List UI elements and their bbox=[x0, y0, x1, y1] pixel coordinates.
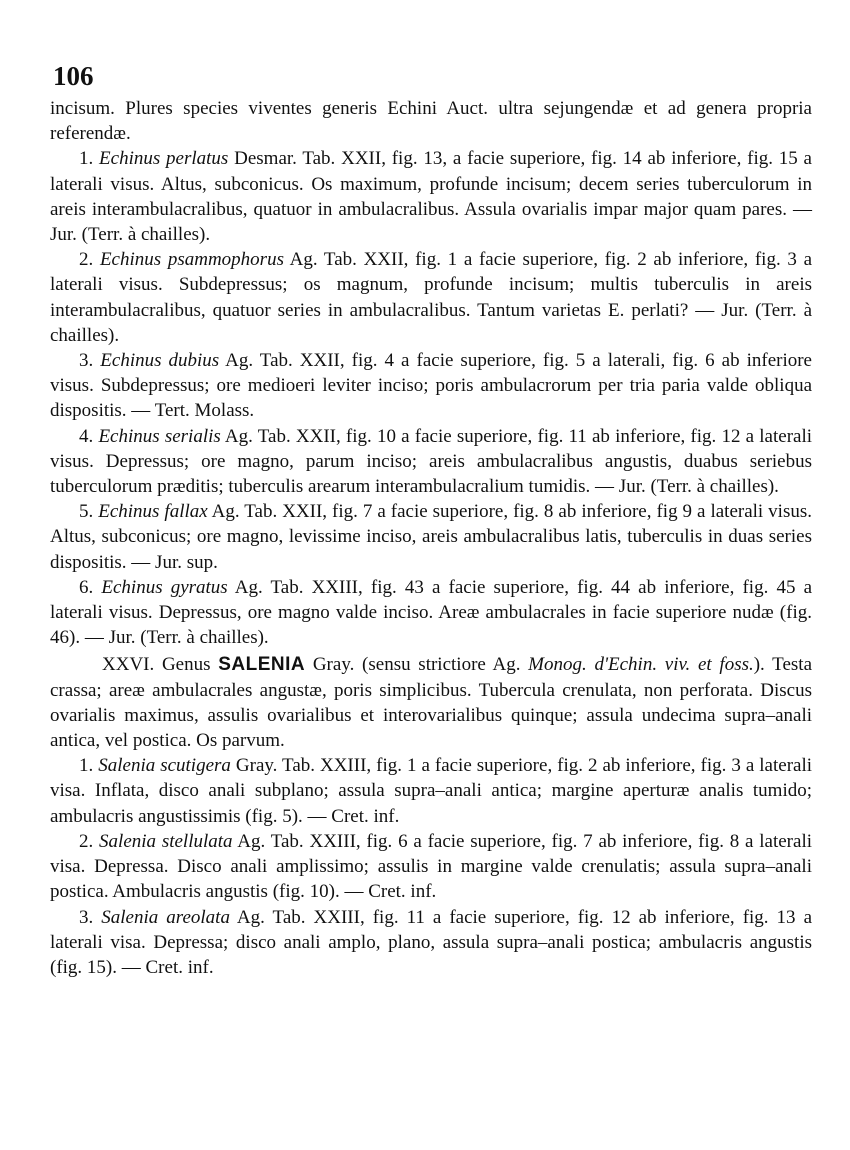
genus-close: ). bbox=[753, 654, 765, 676]
genus-author: Gray. (sensu strictiore Ag. bbox=[305, 654, 529, 676]
species-name: Salenia scutigera bbox=[98, 755, 231, 777]
entry-text: Ag. Tab. XXII, fig. 4 a facie superiore, fig. 5 a laterali, fig. 6 ab inferiore visus. Subdepressus; ore medioeri leviter inciso; poris ambulacrorum per tria paria valde obliqua dispositis. — Tert. Molass. bbox=[50, 350, 812, 422]
genus-name: SALENIA bbox=[218, 654, 306, 676]
species-entry bbox=[50, 829, 812, 905]
entry-text: Ag. Tab. XXIII, fig. 43 a facie superiore, fig. 44 ab inferiore, fig. 45 a laterali visus. Depressus, ore magno valde inciso. Areæ ambulacrales in facie superiore nudæ (fig. 46). — Jur. (Terr. à chailles). bbox=[50, 576, 812, 649]
species-name: Echinus gyratus bbox=[101, 576, 228, 598]
salenia-entries bbox=[50, 753, 812, 980]
intro-paragraph: incisum. Plures species viventes generis Echini Auct. ultra sejungendæ et ad genera propria referendæ. bbox=[50, 98, 812, 145]
species-entry bbox=[50, 753, 812, 829]
species-entry bbox=[50, 905, 812, 981]
genus-reference: Monog. d'Echin. viv. et foss. bbox=[528, 654, 754, 676]
entry-text: Ag. Tab. XXII, fig. 1 a facie superiore, fig. 2 ab inferiore, fig. 3 a laterali visus. Subdepressus; os magnum, profunde incisum; multis tuberculis in areis interambulacralibus, quatuor series in ambulacralibus. Tantum varietas E. perlati? — Jur. (Terr. à chailles). bbox=[50, 249, 812, 346]
species-entry bbox=[50, 575, 812, 651]
entry-text: Gray. Tab. XXIII, fig. 1 a facie superiore, fig. 2 ab inferiore, fig. 3 a laterali visa. Inflata, disco anali subplano; assula supra–anali antica; margine aperturæ analis tumido; ambulacris angustissimis (fig. 5). — Cret. inf. bbox=[50, 755, 813, 827]
entry-text: Ag. Tab. XXII, fig. 7 a facie superiore, fig. 8 ab inferiore, fig 9 a laterali visus. Altus, subconicus; ore magno, levissime inciso, areis ambulacralibus latis, tuberculis in duas series dispositis. — Jur. sup. bbox=[50, 501, 812, 573]
species-entry bbox=[50, 146, 812, 247]
entry-number: 2. bbox=[79, 249, 94, 271]
species-entry bbox=[50, 424, 812, 500]
page-number: 106 bbox=[53, 61, 94, 91]
genus-description: Testa crassa; areæ ambulacrales angustæ, poris simplicibus. Tubercula crenulata, non perforata. Discus ovarialis maximus, assulis ovarialibus et interovarialibus quinque; assula undecima supra–anali antica, vel postica. Os parvum. bbox=[50, 654, 812, 752]
entry-number: 1. bbox=[79, 148, 94, 170]
entry-number: 6. bbox=[79, 576, 94, 598]
entry-text: Ag. Tab. XXIII, fig. 11 a facie superiore, fig. 12 ab inferiore, fig. 13 a laterali visa. Depressa; disco anali amplo, plano, assula supra–anali postica; ambulacris angustis (fig. 15). — Cret. inf. bbox=[50, 906, 813, 978]
species-name: Echinus fallax bbox=[98, 501, 208, 523]
entry-number: 1. bbox=[79, 755, 94, 777]
entry-text: Desmar. Tab. XXII, fig. 13, a facie superiore, fig. 14 ab inferiore, fig. 15 a laterali visus. Altus, subconicus. Os maximum, profunde incisum; decem series tuberculorum in areis interambulacralibus, quatuor in ambulacralibus. Assula ovarialis impar major quam pares. — Jur. (Terr. à chailles). bbox=[50, 148, 812, 246]
entry-number: 2. bbox=[79, 830, 94, 852]
genus-number: XXVI. Genus bbox=[102, 654, 219, 676]
genus-heading-paragraph bbox=[50, 652, 812, 753]
echinus-entries bbox=[50, 146, 812, 650]
entry-text: Ag. Tab. XXII, fig. 10 a facie superiore, fig. 11 ab inferiore, fig. 12 a laterali visus. Depressus; ore magno, parum inciso; areis ambulacralibus angustis, duabus seriebus tuberculorum præditis; tuberculis arearum interambulacralium tumidis. — Jur. (Terr. à chailles). bbox=[50, 425, 813, 498]
entry-number: 5. bbox=[79, 501, 94, 523]
entry-text: Ag. Tab. XXIII, fig. 6 a facie superiore, fig. 7 ab inferiore, fig. 8 a laterali visa. Depressa. Disco anali amplissimo; assulis in margine valde crenulatis; assula supra–anali postica. Ambulacris angustis (fig. 10). — Cret. inf. bbox=[50, 830, 813, 903]
species-name: Echinus serialis bbox=[98, 425, 221, 447]
species-name: Echinus psammophorus bbox=[99, 249, 284, 271]
species-name: Echinus perlatus bbox=[99, 148, 229, 170]
species-entry bbox=[50, 247, 812, 348]
species-name: Salenia areolata bbox=[101, 906, 230, 928]
species-entry bbox=[50, 499, 812, 575]
entry-number: 3. bbox=[79, 906, 94, 928]
species-name: Echinus dubius bbox=[100, 350, 220, 372]
species-name: Salenia stellulata bbox=[99, 830, 233, 852]
entry-number: 3. bbox=[79, 350, 94, 372]
species-entry bbox=[50, 348, 812, 424]
entry-number: 4. bbox=[79, 425, 94, 447]
